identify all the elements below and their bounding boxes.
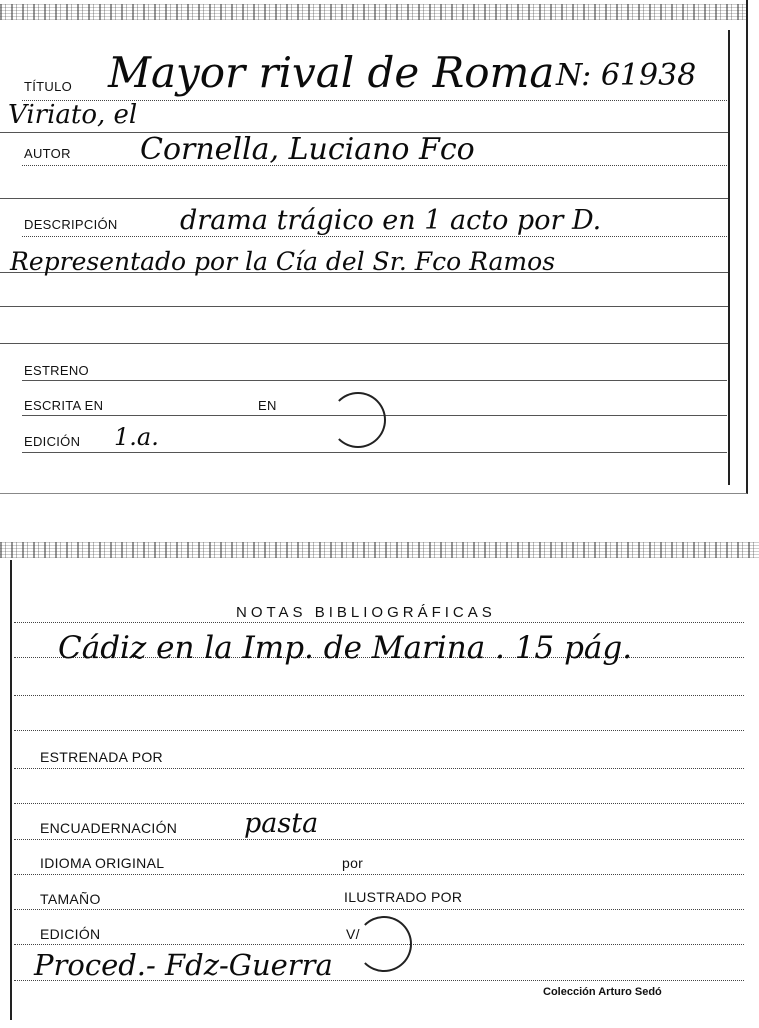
- handwritten-edicion: 1.a.: [114, 423, 159, 451]
- notas-heading: NOTAS BIBLIOGRÁFICAS: [236, 604, 496, 621]
- description-line: [22, 236, 727, 237]
- notes-line: [14, 622, 744, 623]
- notes-line: [14, 695, 744, 696]
- card-edge-texture: [0, 542, 759, 558]
- estreno-line: [22, 380, 727, 381]
- idioma-original-label: IDIOMA ORIGINAL: [40, 855, 165, 871]
- v-label: V/: [346, 926, 360, 942]
- library-stamp: [356, 916, 412, 972]
- handwritten-number: N: 61938: [556, 58, 697, 93]
- rule-line: [0, 306, 728, 307]
- idioma-line: [14, 874, 744, 875]
- card-right-border: [728, 30, 730, 485]
- notes-line: [14, 730, 744, 731]
- library-stamp: [330, 392, 386, 448]
- tamano-label: TAMAÑO: [40, 891, 101, 907]
- encuadernacion-line: [14, 839, 744, 840]
- handwritten-description-1: drama trágico en 1 acto por D.: [180, 205, 602, 236]
- estreno-label: ESTRENO: [24, 363, 89, 378]
- rule-line: [0, 343, 728, 344]
- handwritten-proced: Proced.- Fdz-Guerra: [34, 948, 333, 982]
- descripcion-label: DESCRIPCIÓN: [24, 217, 118, 232]
- edicion-line: [22, 452, 727, 453]
- estrenada-por-label: ESTRENADA POR: [40, 749, 163, 765]
- por-label: por: [342, 855, 364, 871]
- autor-label: AUTOR: [24, 146, 71, 161]
- handwritten-notes: Cádiz en la Imp. de Marina . 15 pág.: [58, 630, 633, 666]
- handwritten-author: Cornella, Luciano Fco: [140, 132, 475, 167]
- catalog-card-back: [0, 538, 759, 1028]
- card-left-border: [10, 560, 12, 1020]
- encuadernacion-label: ENCUADERNACIÓN: [40, 820, 178, 836]
- escrita-en-label: ESCRITA EN: [24, 398, 104, 413]
- catalog-card-front: [0, 0, 748, 494]
- rule-line: [0, 198, 728, 199]
- titulo-label: TÍTULO: [24, 79, 73, 94]
- edicion-label: EDICIÓN: [24, 434, 81, 449]
- estrenada-line: [14, 768, 744, 769]
- ilustrado-por-label: ILUSTRADO POR: [344, 889, 463, 905]
- tamano-line: [14, 909, 744, 910]
- handwritten-title: Mayor rival de Roma: [108, 48, 555, 97]
- edicion-label: EDICIÓN: [40, 926, 101, 942]
- handwritten-description-2: Representado por la Cía del Sr. Fco Ramos: [10, 247, 556, 276]
- card-edge-texture: [0, 4, 746, 20]
- en-label: EN: [258, 398, 277, 413]
- handwritten-encuadernacion: pasta: [244, 808, 319, 839]
- collection-credit: Colección Arturo Sedó: [543, 986, 662, 998]
- notes-line: [14, 803, 744, 804]
- handwritten-title-cont: Viriato, el: [8, 100, 138, 130]
